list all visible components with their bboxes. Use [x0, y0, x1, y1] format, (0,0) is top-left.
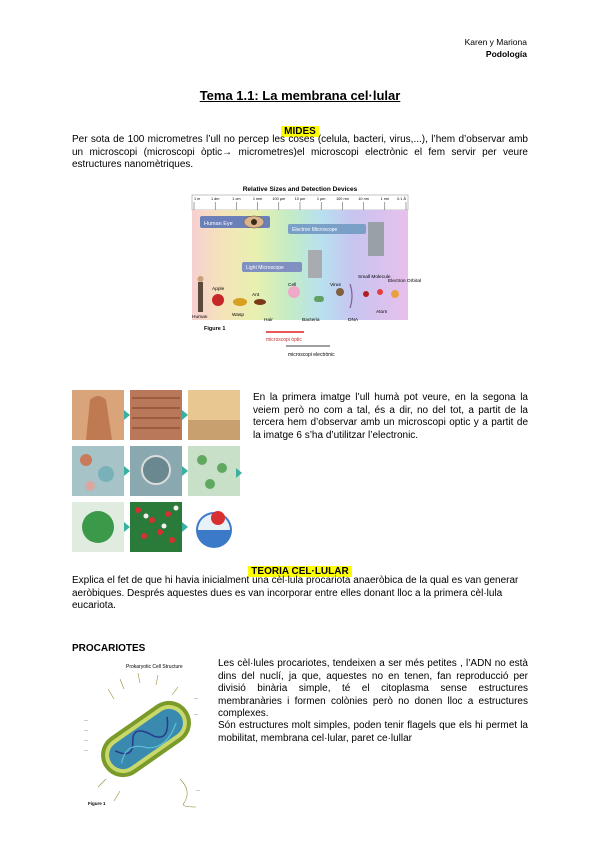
scale-tick-label: 1 mm: [252, 197, 263, 201]
scale-tick-label: 1 m: [194, 197, 201, 201]
procariotes-paragraph-2: Són estructures molt simples, poden tenir flagels que els hi permet la mobilitat, membrana cel·lular, paret ce·lullar: [218, 720, 528, 744]
section-heading-procariotes: PROCARIOTES: [72, 643, 146, 654]
svg-text:—: —: [196, 787, 200, 792]
prokaryote-title: Prokaryotic Cell Structure: [126, 664, 183, 670]
label-hair: Hair: [264, 318, 273, 323]
figure1-label: Figure 1: [204, 326, 226, 332]
label-apple: Apple: [212, 287, 225, 292]
scale-tick-label: 1 cm: [232, 197, 241, 201]
label-human-eye: Human Eye: [204, 221, 233, 227]
magnification-grid: [72, 390, 244, 552]
svg-text:—: —: [84, 717, 88, 722]
magnification-description: En la primera imatge l’ull humà pot veure, en la segona la veiem però no com a tal, és a dir, no del tot, a partit de la tercera hem d’observar amb un microscopi optic y a partit de la imatge 6 s’ha d’utilitzar l’electronic.: [253, 392, 528, 441]
note-optic: microscopi òptic: [266, 337, 302, 343]
teoria-paragraph: Explica el fet de que hi havia inicialment una cèl·lula procariota anaeròbica de la qual es van generar aeròbiques. Després aquestes dues es van incorporar entre elles donant lloc a la primera cèl·lula eucariota.: [72, 575, 519, 611]
label-ant: Ant: [252, 293, 260, 298]
label-dna: DNA: [348, 318, 359, 323]
label-bacteria: Bacteria: [302, 318, 320, 323]
relative-sizes-chart: [190, 184, 422, 364]
section-heading-teoria: TEORIA CEL·LULAR: [0, 561, 600, 579]
label-human: Human: [192, 315, 208, 320]
mides-paragraph: Per sota de 100 micrometres l’ull no percep les coses (celula, bacteri, virus,...), l’hem d’observar amb un microscopi (microscopi òptic→ micrometres)el microscopi electrònic el fem servir per veure estructures nanomètriques.: [72, 134, 528, 170]
scale-tick-label: 1 nm: [380, 197, 390, 201]
scale-tick-label: 1 µm: [316, 197, 326, 201]
author-names: Karen y Mariona: [464, 37, 527, 47]
section-heading-mides: MIDES: [0, 121, 600, 139]
prokaryote-figure: [84, 659, 214, 809]
label-cell: Cell: [288, 283, 297, 288]
svg-text:—: —: [84, 727, 88, 732]
svg-text:—: —: [194, 695, 198, 700]
note-electronic: microscopi electrònic: [288, 352, 335, 358]
svg-text:—: —: [84, 747, 88, 752]
scale-tick-label: 10 nm: [358, 197, 369, 201]
page-title: Tema 1.1: La membrana cel·lular: [199, 88, 401, 103]
author-header: [465, 36, 527, 60]
svg-text:—: —: [84, 737, 88, 742]
scale-tick-label: 100 nm: [336, 197, 349, 201]
label-electron-orbital: Electron Orbital: [388, 279, 422, 284]
label-electron-microscope: Electron Microscope: [292, 227, 338, 233]
prokaryote-diagram: [84, 659, 214, 809]
figure1-title: Relative Sizes and Detection Devices: [242, 186, 358, 193]
label-atom: Atom: [376, 310, 388, 315]
scale-tick-label: 10 µm: [294, 197, 306, 201]
svg-text:—: —: [194, 711, 198, 716]
procariotes-paragraph-1: Les cèl·lules procariotes, tendeixen a ser més petites , l’ADN no està dins del nuclí, ja que, aquestes no en tenen, fan reproducció per divisió binària simple, té el citoplasma sense estructures membranàries i formen colònies però no donen lloc a estructures complexes.: [218, 658, 528, 719]
label-small-molecule: Small Molecule: [358, 275, 391, 280]
relative-sizes-figure: [190, 184, 422, 364]
scale-tick-label: 0.1 Å: [397, 197, 406, 201]
scale-tick-label: 100 µm: [272, 197, 286, 201]
label-wasp: Wasp: [232, 313, 245, 318]
prokaryote-figure-label: Figure 1: [88, 801, 106, 806]
label-virus: Virus: [330, 283, 341, 288]
subject-name: Podología: [485, 49, 527, 59]
label-light-microscope: Light Microscope: [246, 265, 284, 271]
magnification-images: [72, 390, 244, 552]
scale-tick-label: 1 dm: [210, 197, 220, 201]
